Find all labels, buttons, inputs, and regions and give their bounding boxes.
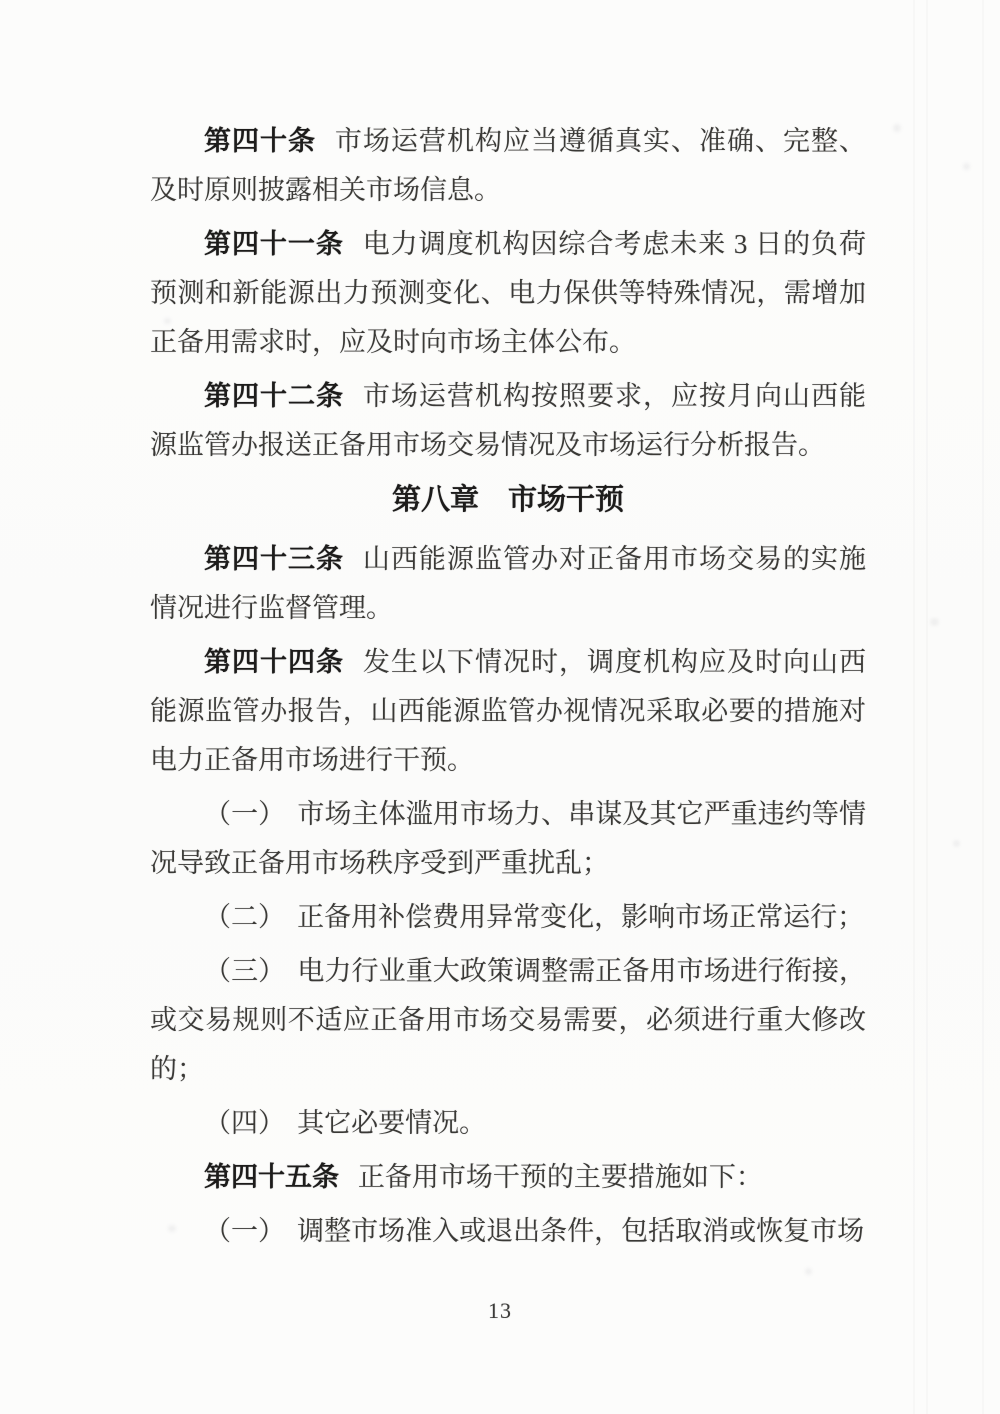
list-item-5 (150, 1207, 866, 1256)
article-45-paragraph (150, 1153, 866, 1202)
list-item-5-text: 调整市场准入或退出条件，包括取消或恢复市场 (297, 1216, 865, 1246)
article-43-paragraph (150, 535, 866, 633)
chapter-8-heading: 第八章 市场干预 (391, 484, 624, 516)
scan-streak (926, 0, 928, 1414)
list-item-1 (150, 790, 866, 888)
scan-speck (893, 124, 901, 132)
article-45-text: 正备用市场干预的主要措施如下： (357, 1162, 763, 1192)
list-item-3-text: 电力行业重大政策调整需正备用市场进行衔接，或交易规则不适应正备用市场交易需要，必须进行重大修改的； (150, 956, 867, 1084)
article-41-paragraph (150, 220, 866, 367)
list-item-2 (150, 893, 866, 942)
article-41-number: 第四十一条 (204, 229, 344, 259)
list-item-3 (150, 947, 866, 1094)
article-43-text: 山西能源监管办对正备用市场交易的实施情况进行监督管理。 (150, 544, 867, 623)
article-41-text: 电力调度机构因综合考虑未来 3 日的负荷预测和新能源出力预测变化、电力保供等特殊情况，需增加正备用需求时，应及时向市场主体公布。 (150, 229, 867, 357)
list-item-2-marker: （二） (204, 902, 285, 932)
list-item-1-marker: （一） (204, 799, 286, 829)
list-item-1-text: 市场主体滥用市场力、串谋及其它严重违约等情况导致正备用市场秩序受到严重扰乱； (150, 799, 867, 878)
article-43-number: 第四十三条 (204, 544, 345, 574)
page-number: 13 (488, 1298, 512, 1323)
list-item-3-marker: （三） (204, 956, 286, 986)
scan-speck (953, 840, 960, 847)
article-40-number: 第四十条 (204, 126, 317, 156)
scan-speck (930, 618, 939, 626)
scan-streak (982, 0, 984, 1414)
scan-speck (805, 1268, 812, 1275)
document-body (150, 117, 866, 1261)
scan-speck (963, 163, 970, 170)
list-item-4-marker: （四） (204, 1108, 285, 1138)
list-item-2-text: 正备用补偿费用异常变化，影响市场正常运行； (297, 902, 865, 932)
article-44-number: 第四十四条 (204, 647, 345, 677)
article-44-paragraph (150, 638, 866, 785)
list-item-4 (150, 1099, 866, 1148)
article-42-text: 市场运营机构按照要求，应按月向山西能源监管办报送正备用市场交易情况及市场运行分析报告。 (150, 381, 867, 460)
article-42-paragraph (150, 372, 866, 470)
article-42-number: 第四十二条 (204, 381, 345, 411)
list-item-4-text: 其它必要情况。 (297, 1108, 487, 1138)
article-44-text: 发生以下情况时，调度机构应及时向山西能源监管办报告，山西能源监管办视情况采取必要的措施对电力正备用市场进行干预。 (150, 647, 867, 775)
article-40-text: 市场运营机构应当遵循真实、准确、完整、及时原则披露相关市场信息。 (150, 126, 867, 205)
list-item-5-marker: （一） (204, 1216, 285, 1246)
scan-streak (913, 0, 915, 1414)
article-40-paragraph (150, 117, 866, 215)
article-45-number: 第四十五条 (204, 1162, 339, 1192)
